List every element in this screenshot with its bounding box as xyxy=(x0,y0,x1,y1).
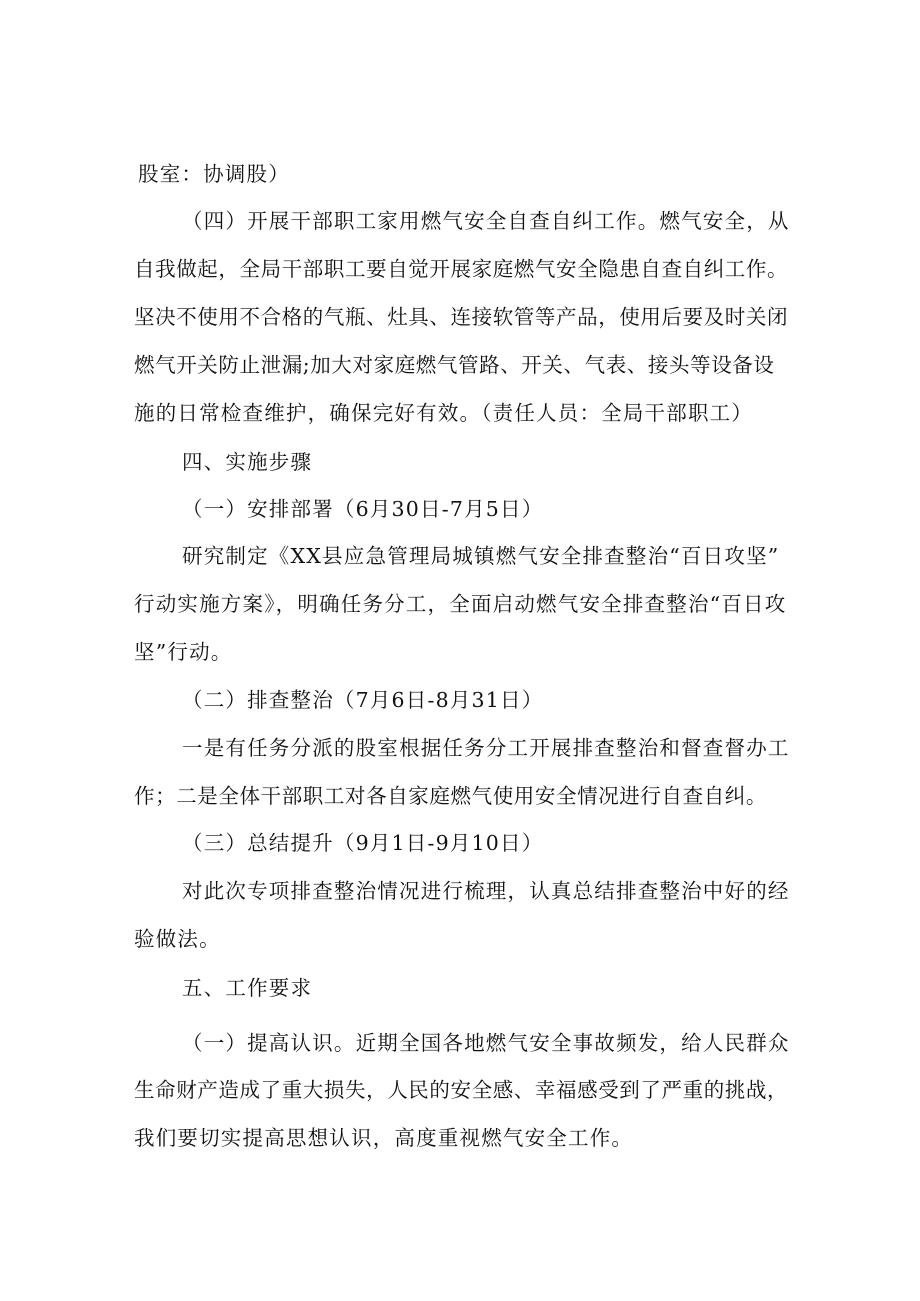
text-line-step1-body-2: 行动实施方案》，明确任务分工，全面启动燃气安全排查整治“百日攻 xyxy=(134,592,787,616)
text-line-item4-heading: （四）开展干部职工家用燃气安全自查自纠工作。燃气安全，从 xyxy=(182,209,790,233)
text-line-step2-body-1: 一是有任务分派的股室根据任务分工开展排查整治和督查督办工 xyxy=(182,736,790,760)
section-heading-steps: 四、实施步骤 xyxy=(182,450,313,474)
text-line-item4-body-2: 坚决不使用不合格的气瓶、灶具、连接软管等产品，使用后要及时关闭 xyxy=(134,305,789,329)
text-line-step3-body-1: 对此次专项排查整治情况进行梳理，认真总结排查整治中好的经 xyxy=(182,879,790,903)
subheading-step2: （二）排查整治（7月6日-8月31日） xyxy=(182,688,544,712)
text-line-item4-body-4: 施的日常检查维护，确保完好有效。（责任人员：全局干部职工） xyxy=(134,401,754,425)
text-line-item4-body-1: 自我做起，全局干部职工要自觉开展家庭燃气安全隐患自查自纠工作。 xyxy=(134,257,789,281)
text-line-dept-note: 股室：协调股） xyxy=(138,162,290,186)
subheading-step3: （三）总结提升（9月1日-9月10日） xyxy=(182,831,544,855)
text-line-step1-body-3: 坚”行动。 xyxy=(134,640,233,664)
text-line-step3-body-2: 验做法。 xyxy=(134,927,221,951)
text-line-req1-body-2: 生命财产造成了重大损失，人民的安全感、幸福感受到了严重的挑战， xyxy=(134,1078,789,1102)
text-line-item4-body-3: 燃气开关防止泄漏;加大对家庭燃气管路、开关、气表、接头等设备设 xyxy=(134,353,775,377)
subheading-step1: （一）安排部署（6月30日-7月5日） xyxy=(182,497,544,521)
section-heading-requirements: 五、工作要求 xyxy=(182,976,313,1000)
text-line-step1-body-1: 研究制定《XX县应急管理局城镇燃气安全排查整治“百日攻坚” xyxy=(182,544,780,568)
text-line-req1-body-1: （一）提高认识。近期全国各地燃气安全事故频发，给人民群众 xyxy=(182,1031,790,1055)
text-line-req1-body-3: 我们要切实提高思想认识，高度重视燃气安全工作。 xyxy=(134,1126,634,1150)
text-line-step2-body-2: 作；二是全体干部职工对各自家庭燃气使用安全情况进行自查自纠。 xyxy=(134,784,767,808)
